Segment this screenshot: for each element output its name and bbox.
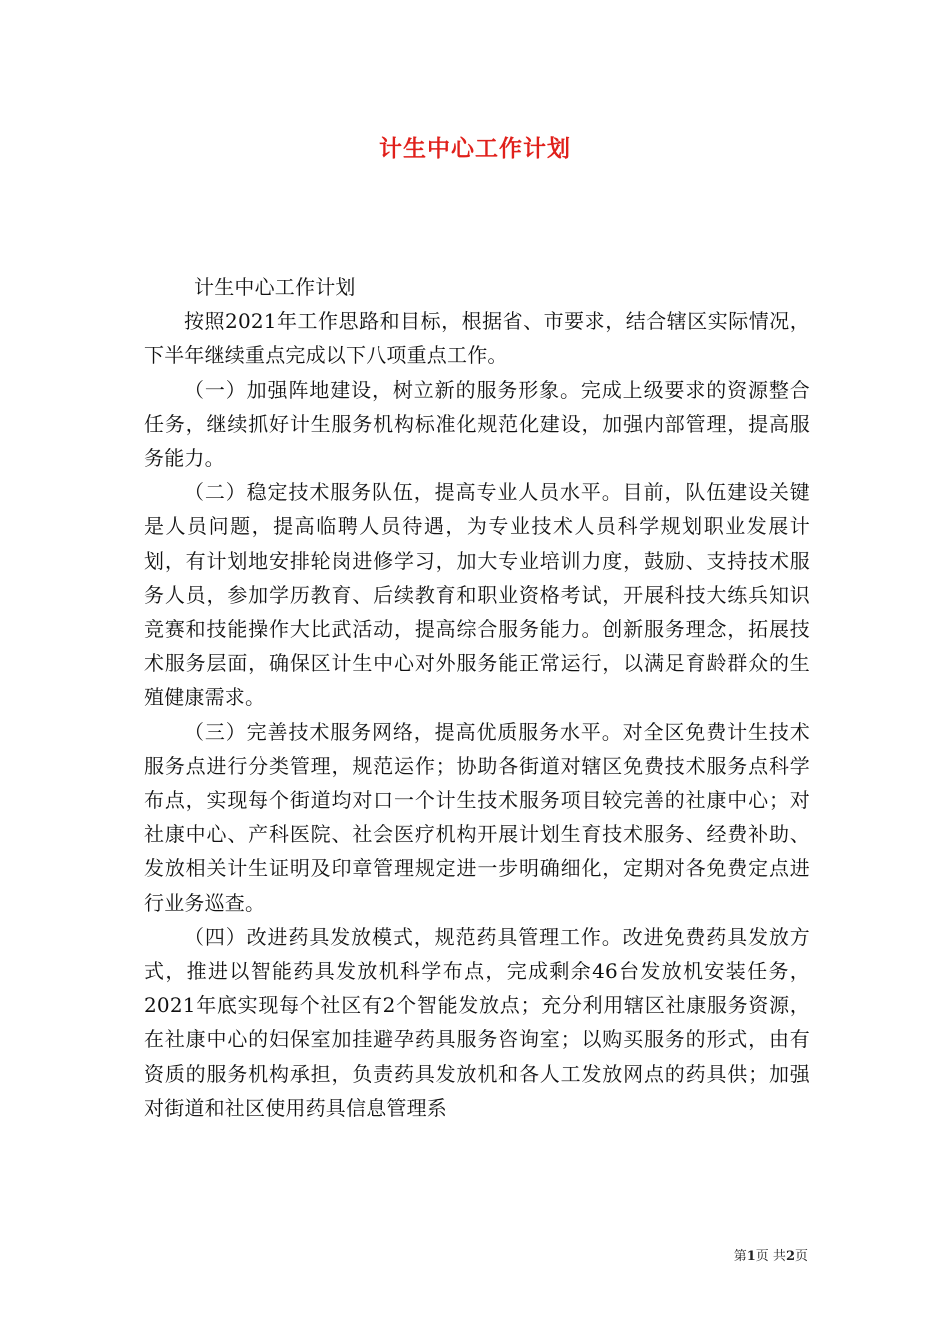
document-subtitle: 计生中心工作计划	[194, 275, 356, 299]
paragraph-item-1: （一）加强阵地建设，树立新的服务形象。完成上级要求的资源整合任务，继续抓好计生服务机构标准化规范化建设，加强内部管理，提高服务能力。	[144, 377, 810, 471]
footer-prefix: 第	[733, 1249, 747, 1264]
paragraph-intro: 按照2021年工作思路和目标，根据省、市要求，结合辖区实际情况，下半年继续重点完成以下八项重点工作。	[144, 309, 810, 368]
paragraph-item-4: （四）改进药具发放模式，规范药具管理工作。改进免费药具发放方式，推进以智能药具发放机科学布点，完成剩余46台发放机安装任务，2021年底实现每个社区有2个智能发放点；充分利用辖区社康服务资源，在社康中心的妇保室加挂避孕药具服务咨询室；以购买服务的形式，由有资质的服务机构承担，负责药具发放机和各人工发放网点的药具供；加强对街道和社区使用药具信息管理系	[144, 924, 810, 1120]
page-number-footer	[0, 1248, 808, 1266]
footer-middle: 页 共	[755, 1249, 786, 1264]
current-page-number: 1	[746, 1249, 756, 1264]
footer-suffix: 页	[794, 1249, 808, 1264]
paragraph-item-2: （二）稳定技术服务队伍，提高专业人员水平。目前，队伍建设关键是人员问题，提高临聘人员待遇，为专业技术人员科学规划职业发展计划，有计划地安排轮岗进修学习，加大专业培训力度，鼓励、支持技术服务人员，参加学历教育、后续教育和职业资格考试，开展科技大练兵知识竞赛和技能操作大比武活动，提高综合服务能力。创新服务理念，拓展技术服务层面，确保区计生中心对外服务能正常运行，以满足育龄群众的生殖健康需求。	[144, 480, 810, 710]
paragraph-item-3: （三）完善技术服务网络，提高优质服务水平。对全区免费计生技术服务点进行分类管理，规范运作；协助各街道对辖区免费技术服务点科学布点，实现每个街道均对口一个计生技术服务项目较完善的社康中心；对社康中心、产科医院、社会医疗机构开展计划生育技术服务、经费补助、发放相关计生证明及印章管理规定进一步明确细化，定期对各免费定点进行业务巡查。	[144, 719, 810, 915]
document-body	[144, 270, 810, 1125]
total-pages-number: 2	[785, 1249, 795, 1264]
document-title: 计生中心工作计划	[379, 135, 571, 162]
